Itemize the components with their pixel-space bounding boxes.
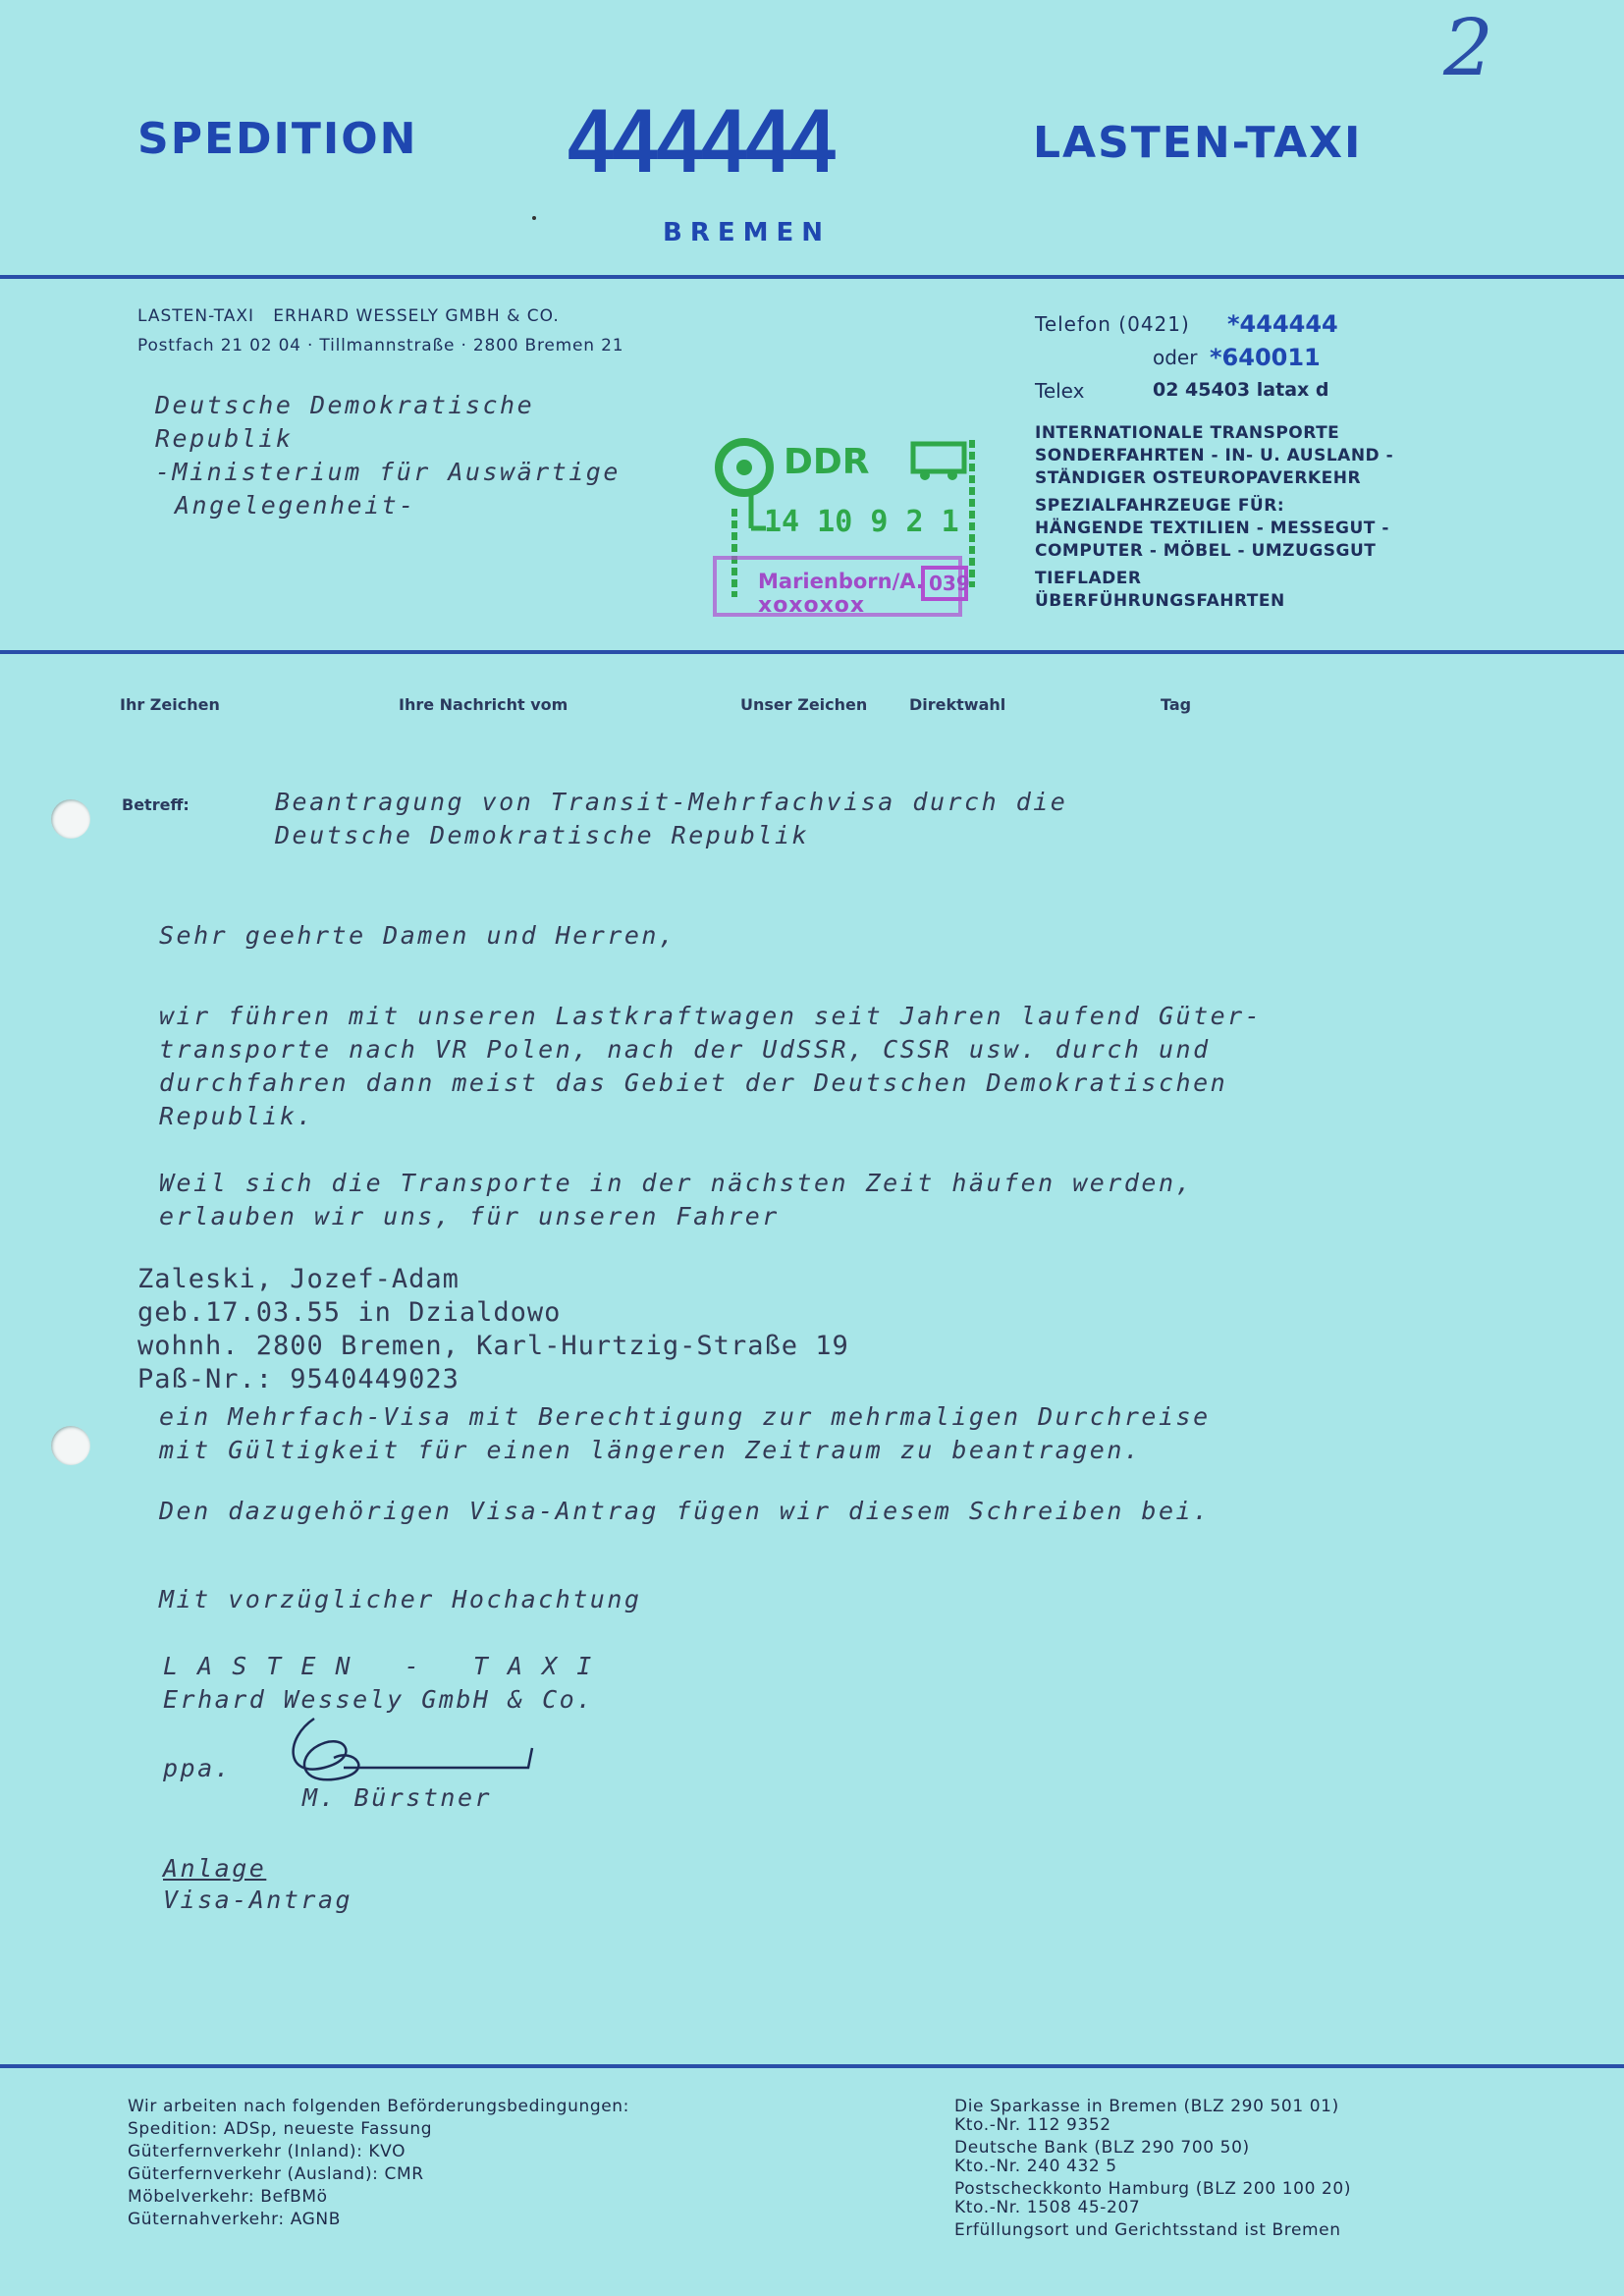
footer-line: Güterfernverkehr (Ausland): CMR (128, 2164, 424, 2184)
dot (532, 216, 536, 220)
service-item: TIEFLADER (1035, 569, 1142, 588)
company-name-line: LASTEN-TAXI ERHARD WESSELY GMBH & CO. (137, 306, 560, 326)
stamp-truck-icon (913, 444, 964, 471)
service-item: SPEZIALFAHRZEUGE FÜR: (1035, 496, 1285, 516)
telefon-value: *444444 (1227, 310, 1338, 338)
salutation: Sehr geehrte Damen und Herren, (159, 921, 677, 950)
service-item: HÄNGENDE TEXTILIEN - MESSEGUT - (1035, 519, 1389, 538)
header-rule (0, 275, 1624, 279)
footer-line: Spedition: ADSp, neueste Fassung (128, 2119, 433, 2139)
driver-line: geb.17.03.55 in Dzialdowo (137, 1297, 562, 1328)
oder-label: oder (1153, 346, 1198, 369)
recipient-line: Angelegenheit- (175, 491, 416, 519)
stamp-code: xoxoxox (758, 593, 866, 618)
paragraph-4: Den dazugehörigen Visa-Antrag fügen wir diesem Schreiben bei. (159, 1497, 1211, 1525)
stamp-country: DDR (784, 442, 870, 482)
subject-line: Beantragung von Transit-Mehrfachvisa durch die (275, 788, 1068, 816)
telex-label: Telex (1035, 379, 1085, 403)
paragraph-line: transporte nach VR Polen, nach der UdSSR, CSSR usw. durch und (159, 1035, 1211, 1064)
paragraph-line: mit Gültigkeit für einen längeren Zeitraum zu beantragen. (159, 1436, 1142, 1464)
subject-text (275, 786, 1067, 852)
subject-line: Deutsche Demokratische Republik (275, 821, 810, 849)
service-item: COMPUTER - MÖBEL - UMZUGSGUT (1035, 541, 1377, 561)
footer-conditions (128, 2096, 629, 2231)
stamp-number: 039 (929, 572, 970, 595)
footer-line: Güternahverkehr: AGNB (128, 2210, 342, 2229)
letterhead-right-title: LASTEN-TAXI (1033, 118, 1363, 168)
footer-line: Möbelverkehr: BefBMö (128, 2187, 328, 2207)
oder-value: *640011 (1210, 344, 1321, 371)
ppa-label: ppa. (163, 1754, 233, 1782)
paragraph-line: erlauben wir uns, für unseren Fahrer (159, 1202, 780, 1230)
service-item: SONDERFAHRTEN - IN- U. AUSLAND - (1035, 446, 1394, 465)
paragraph-2 (159, 1167, 1193, 1233)
footer-line: Erfüllungsort und Gerichtsstand ist Bremen (954, 2220, 1341, 2240)
footer-rule (0, 2064, 1624, 2068)
punch-hole (51, 799, 90, 839)
recipient-line: Republik (155, 424, 294, 453)
services-list (1035, 422, 1393, 613)
service-item: INTERNATIONALE TRANSPORTE (1035, 423, 1340, 443)
stamp-date: 14 10 9 2 1 (764, 505, 959, 539)
footer-line: Kto.-Nr. 1508 45-207 (954, 2198, 1141, 2217)
company-spaced: L A S T E N - T A X I (163, 1652, 594, 1680)
closing: Mit vorzüglicher Hochachtung (159, 1585, 642, 1613)
paragraph-line: durchfahren dann meist das Gebiet der Deutschen Demokratischen (159, 1068, 1228, 1097)
punch-hole (51, 1426, 90, 1465)
address-rule (0, 650, 1624, 654)
letterhead-left-title: SPEDITION (137, 114, 418, 164)
corner-handwritten-mark: 2 (1443, 2, 1493, 93)
footer-line: Deutsche Bank (BLZ 290 700 50) (954, 2138, 1250, 2158)
footer-line: Kto.-Nr. 240 432 5 (954, 2157, 1117, 2176)
footer-line: Kto.-Nr. 112 9352 (954, 2115, 1111, 2135)
recipient-address (155, 389, 621, 522)
label-direktwahl: Direktwahl (909, 695, 1006, 714)
signer-name: M. Bürstner (302, 1783, 493, 1812)
stamp-place: Marienborn/A. (758, 570, 924, 593)
recipient-line: -Ministerium für Auswärtige (155, 458, 621, 486)
label-unser-zeichen: Unser Zeichen (740, 695, 868, 714)
recipient-line: Deutsche Demokratische (155, 391, 535, 419)
driver-line: Zaleski, Jozef-Adam (137, 1264, 460, 1294)
enclosure-label: Anlage (163, 1854, 267, 1883)
label-ihre-nachricht: Ihre Nachricht vom (399, 695, 568, 714)
service-item: STÄNDIGER OSTEUROPAVERKEHR (1035, 468, 1362, 488)
label-ihr-zeichen: Ihr Zeichen (120, 695, 220, 714)
customs-stamp (707, 430, 1001, 627)
paragraph-line: wir führen mit unseren Lastkraftwagen seit Jahren laufend Güter- (159, 1002, 1263, 1030)
letterhead-phone-number: 444444 (568, 91, 835, 191)
footer-line: Wir arbeiten nach folgenden Beförderungsbedingungen: (128, 2097, 629, 2116)
paragraph-line: ein Mehrfach-Visa mit Berechtigung zur mehrmaligen Durchreise (159, 1402, 1211, 1431)
contact-block (1035, 312, 1585, 412)
telex-value: 02 45403 latax d (1153, 379, 1329, 401)
label-tag: Tag (1161, 695, 1192, 714)
driver-line: Paß-Nr.: 9540449023 (137, 1364, 460, 1394)
footer-line: Güterfernverkehr (Inland): KVO (128, 2142, 406, 2161)
paragraph-3 (159, 1400, 1211, 1467)
footer-bank (954, 2098, 1351, 2240)
driver-details (137, 1263, 849, 1396)
service-item: ÜBERFÜHRUNGSFAHRTEN (1035, 591, 1285, 611)
paragraph-line: Republik. (159, 1102, 314, 1130)
enclosure-item: Visa-Antrag (163, 1886, 353, 1914)
footer-line: Postscheckkonto Hamburg (BLZ 200 100 20) (954, 2179, 1352, 2199)
paragraph-1 (159, 1000, 1262, 1133)
company-address-line: Postfach 21 02 04 · Tillmannstraße · 2800 Bremen 21 (137, 336, 624, 355)
paragraph-line: Weil sich die Transporte in der nächsten Zeit häufen werden, (159, 1169, 1194, 1197)
subject-label: Betreff: (122, 795, 189, 814)
telefon-label: Telefon (0421) (1035, 312, 1190, 336)
driver-line: wohnh. 2800 Bremen, Karl-Hurtzig-Straße 19 (137, 1331, 849, 1361)
footer-line: Die Sparkasse in Bremen (BLZ 290 501 01) (954, 2097, 1339, 2116)
letterhead-city: BREMEN (663, 218, 831, 247)
company-name-sign: Erhard Wessely GmbH & Co. (163, 1685, 594, 1714)
